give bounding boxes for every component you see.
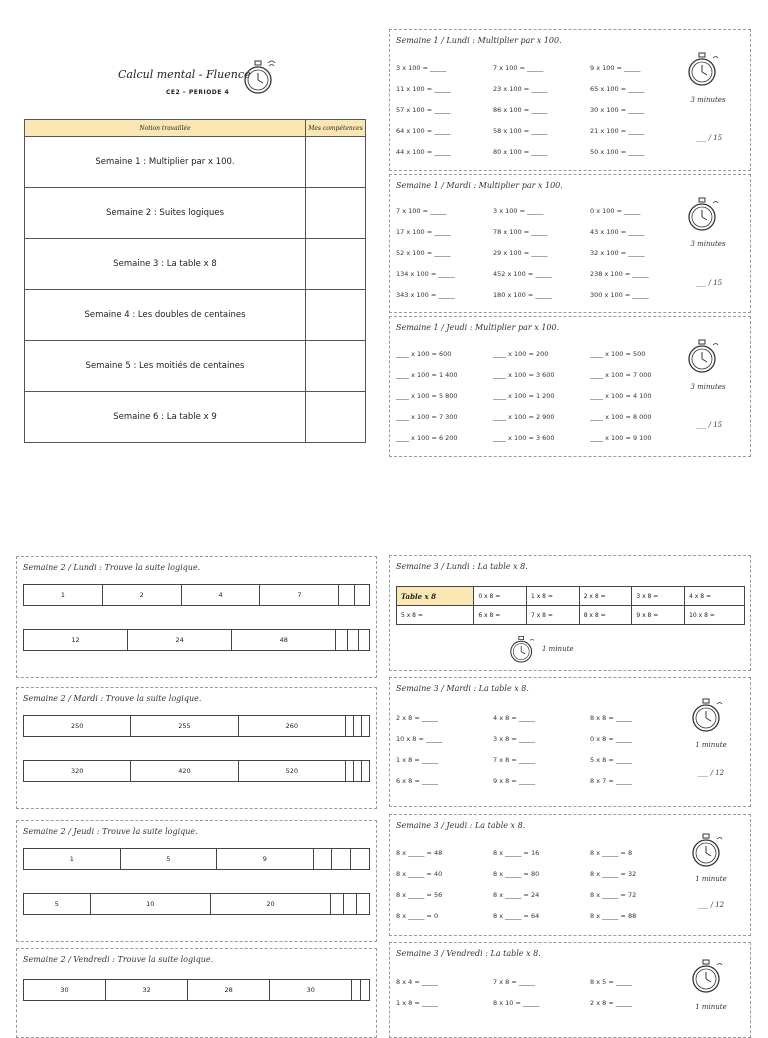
card-s1-lundi [389,29,751,171]
score-label: ___ / 12 [697,901,725,909]
sequence-cell: 30 [270,980,352,1001]
sequence-cell [332,849,351,870]
exercise-column: 3 x 100 = _____ 78 x 100 = _____ 29 x 100 = _____ 452 x 100 = _____ 180 x 100 = _____ [493,207,552,299]
sequence-cell: 2 [102,585,181,606]
card-title: Semaine 1 / Mardi : Multiplier par x 100. [396,181,563,190]
sequence-cell [357,894,370,915]
exercise-column: 9 x 100 = _____ 65 x 100 = _____ 30 x 100 = _____ 21 x 100 = _____ 50 x 100 = _____ [590,64,645,156]
page-title: Calcul mental - Fluence [118,68,251,81]
score-label: ___ / 15 [695,279,723,287]
sequence-grid [23,629,370,651]
exercise-column: 8 x _____ = 16 8 x _____ = 80 8 x _____ = 24 8 x _____ = 64 [493,849,540,920]
sequence-cell: 520 [238,761,345,782]
card-title: Semaine 1 / Lundi : Multiplier par x 100. [396,36,562,45]
sequence-cell [336,630,347,651]
table-cell: 0 x 8 = [474,587,527,606]
sequence-cell: 10 [90,894,210,915]
score-label: ___ / 15 [695,421,723,429]
exercise-column: 3 x 100 = _____ 11 x 100 = _____ 57 x 100 = _____ 64 x 100 = _____ 44 x 100 = _____ [396,64,451,156]
card-title: Semaine 3 / Lundi : La table x 8. [396,562,528,571]
summary-row: Semaine 5 : Les moitiés de centaines [25,341,306,392]
summary-header-notion: Notion travaillée [25,120,306,137]
exercise-column: 8 x 8 = _____ 0 x 8 = _____ 5 x 8 = _____ 8 x 7 = _____ [590,714,633,785]
sequence-cell [353,761,361,782]
sequence-cell: 260 [238,716,345,737]
page-subtitle: CE2 – PERIODE 4 [166,89,230,96]
exercise-column: 7 x 100 = _____ 23 x 100 = _____ 86 x 100 = _____ 58 x 100 = _____ 80 x 100 = _____ [493,64,548,156]
table-cell: 2 x 8 = [579,587,632,606]
sequence-cell [344,894,357,915]
sequence-cell [354,585,369,606]
exercise-column: 4 x 8 = _____ 3 x 8 = _____ 7 x 8 = _____ 9 x 8 = _____ [493,714,536,785]
sequence-cell [351,849,370,870]
stopwatch-icon [242,58,276,98]
summary-header-competences: Mes compétences [306,120,366,137]
sequence-cell [361,980,370,1001]
score-label: ___ / 12 [697,769,725,777]
sequence-cell [345,761,353,782]
sequence-cell [361,716,369,737]
card-title: Semaine 2 / Jeudi : Trouve la suite logique. [23,827,198,836]
card-title: Semaine 1 / Jeudi : Multiplier par x 100. [396,323,560,332]
exercise-column: 0 x 100 = _____ 43 x 100 = _____ 32 x 100 = _____ 238 x 100 = _____ 300 x 100 = _____ [590,207,649,299]
sequence-cell: 320 [24,761,131,782]
card-title: Semaine 2 / Lundi : Trouve la suite logique. [23,563,201,572]
times-table-grid [396,586,745,625]
stopwatch-icon [690,831,724,871]
sequence-cell: 5 [120,849,217,870]
table-cell: 6 x 8 = [474,606,527,625]
sequence-cell [313,849,332,870]
table-cell: 9 x 8 = [632,606,685,625]
stopwatch-icon [686,195,720,235]
table-cell: 3 x 8 = [632,587,685,606]
sequence-grid [23,760,370,782]
table-cell: 8 x 8 = [579,606,632,625]
sequence-cell: 12 [24,630,128,651]
exercise-column: 2 x 8 = _____ 10 x 8 = _____ 1 x 8 = _____ 6 x 8 = _____ [396,714,443,785]
summary-row: Semaine 3 : La table x 8 [25,239,306,290]
card-s2-mardi [16,687,377,809]
time-label: 3 minutes [690,383,726,391]
stopwatch-icon [686,50,720,90]
card-s3-mardi [389,677,751,807]
exercise-column: ____ x 100 = 500 ____ x 100 = 7 000 ____ x 100 = 4 100 ____ x 100 = 8 000 ____ x 100 = 9 100 [590,350,652,442]
card-s2-vendredi [16,948,377,1038]
summary-row: Semaine 4 : Les doubles de centaines [25,290,306,341]
sequence-cell [347,630,358,651]
card-title: Semaine 3 / Vendredi : La table x 8. [396,949,541,958]
exercise-column: 8 x 4 = _____ 1 x 8 = _____ [396,978,439,1007]
exercise-column: ____ x 100 = 200 ____ x 100 = 3 600 ____ x 100 = 1 200 ____ x 100 = 2 900 ____ x 100 = 3 600 [493,350,555,442]
sequence-cell: 30 [24,980,106,1001]
exercise-column: 7 x 8 = _____ 8 x 10 = _____ [493,978,540,1007]
sequence-cell: 9 [217,849,314,870]
sequence-cell: 32 [106,980,188,1001]
card-title: Semaine 3 / Jeudi : La table x 8. [396,821,526,830]
sequence-cell: 5 [24,894,91,915]
summary-table [24,119,366,443]
sequence-cell [345,716,353,737]
sequence-cell [352,980,361,1001]
sequence-cell: 1 [24,585,103,606]
card-s2-lundi [16,556,377,678]
score-label: ___ / 15 [695,134,723,142]
table-label: Table x 8 [397,587,474,606]
sequence-cell: 24 [128,630,232,651]
sequence-cell: 255 [131,716,238,737]
exercise-column: 8 x _____ = 48 8 x _____ = 40 8 x _____ = 56 8 x _____ = 0 [396,849,443,920]
table-cell: 10 x 8 = [685,606,745,625]
card-title: Semaine 2 / Mardi : Trouve la suite logique. [23,694,202,703]
stopwatch-icon [686,337,720,377]
sequence-grid [23,715,370,737]
time-label: 1 minute [695,741,727,749]
table-cell: 5 x 8 = [397,606,474,625]
sequence-grid [23,848,370,870]
exercise-column: 8 x _____ = 8 8 x _____ = 32 8 x _____ = 72 8 x _____ = 88 [590,849,637,920]
stopwatch-icon [508,634,536,666]
card-title: Semaine 3 / Mardi : La table x 8. [396,684,529,693]
card-s3-jeudi [389,814,751,936]
card-title: Semaine 2 / Vendredi : Trouve la suite logique. [23,955,214,964]
sequence-grid [23,893,370,915]
sequence-cell: 250 [24,716,131,737]
table-cell: 7 x 8 = [527,606,580,625]
sequence-cell: 20 [210,894,330,915]
sequence-cell: 48 [232,630,336,651]
sequence-cell [353,716,361,737]
time-label: 3 minutes [690,96,726,104]
sequence-grid [23,584,370,606]
time-label: 1 minute [695,1003,727,1011]
exercise-column: ____ x 100 = 600 ____ x 100 = 1 400 ____ x 100 = 5 800 ____ x 100 = 7 300 ____ x 100 = 6 200 [396,350,458,442]
sequence-cell: 1 [24,849,121,870]
time-label: 3 minutes [690,240,726,248]
sequence-cell: 4 [181,585,260,606]
sequence-cell: 28 [188,980,270,1001]
exercise-column: 8 x 5 = _____ 2 x 8 = _____ [590,978,633,1007]
stopwatch-icon [690,957,724,997]
card-s1-jeudi [389,316,751,457]
card-s1-mardi [389,174,751,313]
summary-row: Semaine 2 : Suites logiques [25,188,306,239]
sequence-cell: 420 [131,761,238,782]
sequence-cell [331,894,344,915]
time-label: 1 minute [695,875,727,883]
sequence-grid [23,979,370,1001]
sequence-cell [361,761,369,782]
exercise-column: 7 x 100 = _____ 17 x 100 = _____ 52 x 100 = _____ 134 x 100 = _____ 343 x 100 = _____ [396,207,455,299]
card-s2-jeudi [16,820,377,942]
table-cell: 4 x 8 = [685,587,745,606]
table-cell: 1 x 8 = [527,587,580,606]
sequence-cell [339,585,354,606]
summary-row: Semaine 1 : Multiplier par x 100. [25,137,306,188]
summary-row: Semaine 6 : La table x 9 [25,392,306,443]
stopwatch-icon [690,696,724,736]
sequence-cell [358,630,369,651]
sequence-cell: 7 [260,585,339,606]
time-label: 1 minute [542,645,574,653]
